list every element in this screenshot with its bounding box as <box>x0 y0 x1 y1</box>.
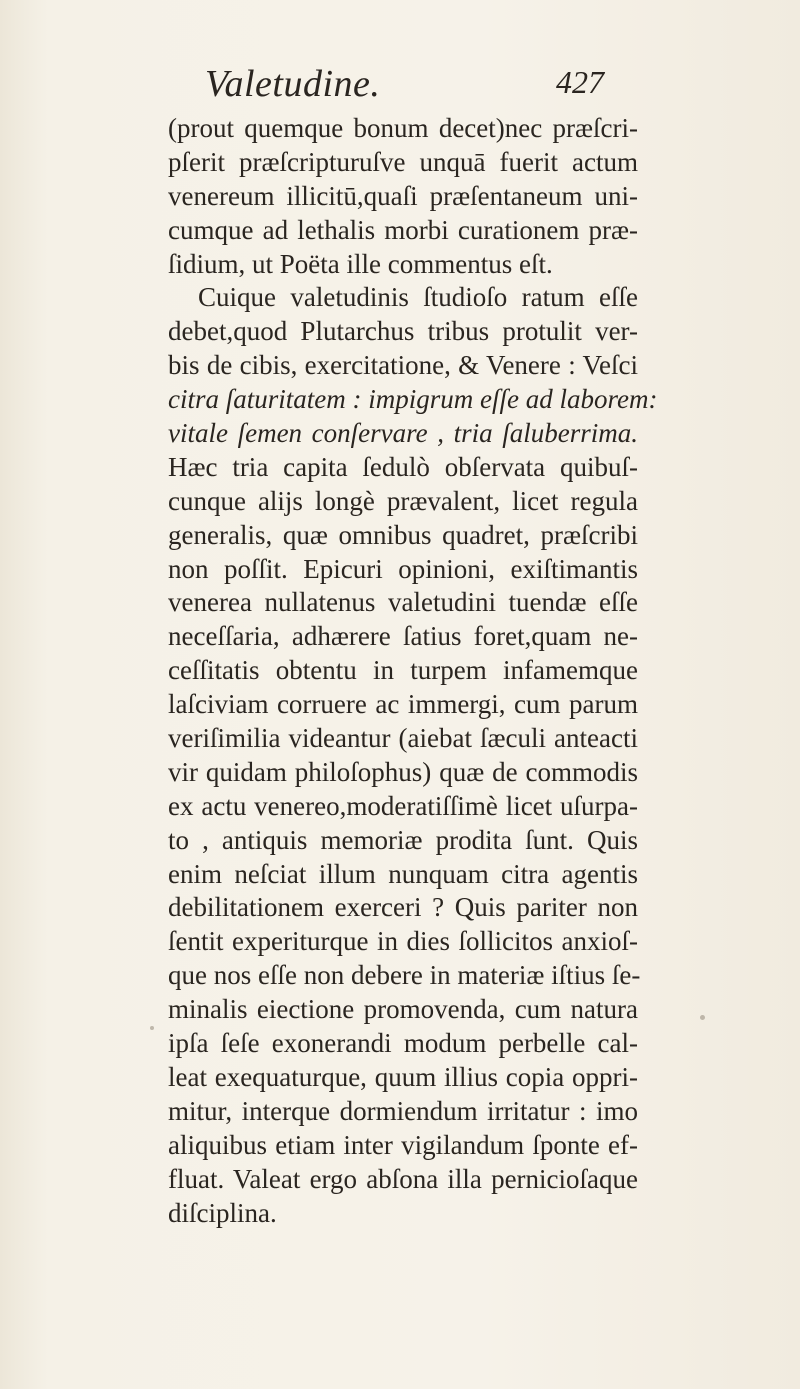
text-line: venerea nullatenus valetudini tuendæ eſſe <box>168 587 638 618</box>
running-head-title: Valetudine. <box>205 63 381 105</box>
text-line: ſidium, ut Poëta ille commentus eſt. <box>168 248 553 279</box>
text-line-italic: citra ſaturitatem : impigrum eſſe ad laborem: <box>168 384 658 415</box>
paper-speck <box>700 1015 705 1020</box>
body-text <box>168 112 658 1230</box>
text-line: ex actu venereo,moderatiſſimè licet uſurpa- <box>168 790 638 821</box>
text-line: vir quidam philoſophus) quæ de commodis <box>168 756 638 787</box>
text-line: ipſa ſeſe exonerandi modum perbelle cal- <box>168 1028 638 1059</box>
running-head <box>0 62 800 106</box>
text-line: laſciviam corruere ac immergi, cum parum <box>168 689 638 720</box>
text-line: neceſſaria, adhærere ſatius foret,quam ne- <box>168 621 638 652</box>
text-line: debet,quod Plutarchus tribus protulit ver- <box>168 316 638 347</box>
text-line: que nos eſſe non debere in materiæ iſtius ſe- <box>168 960 641 991</box>
text-line: fluat. Valeat ergo abſona illa pernicioſaque <box>168 1163 638 1194</box>
text-line: generalis, quæ omnibus quadret, præſcribi <box>168 519 638 550</box>
page-number: 427 <box>556 64 604 100</box>
paper-speck <box>150 1026 154 1030</box>
text-line: pſerit præſcripturuſve unquā fuerit actum <box>168 146 638 177</box>
text-line: Hæc tria capita ſedulò obſervata quibuſ- <box>168 451 638 482</box>
text-line: Cuique valetudinis ſtudioſo ratum eſſe <box>198 282 638 313</box>
text-line: leat exequaturque, quum illius copia oppri- <box>168 1061 638 1092</box>
text-line: to , antiquis memoriæ prodita ſunt. Quis <box>168 824 638 855</box>
text-line: non poſſit. Epicuri opinioni, exiſtimantis <box>168 553 638 584</box>
text-line: veriſimilia videantur (aiebat ſæculi anteacti <box>168 723 638 754</box>
text-line: minalis eiectione promovenda, cum natura <box>168 994 638 1025</box>
text-line: ſentit experiturque in dies ſollicitos anxioſ- <box>168 926 638 957</box>
text-line: (prout quemque bonum decet)nec præſcri- <box>168 113 638 143</box>
text-line: venereum illicitū,quaſi præſentaneum uni- <box>168 180 638 211</box>
text-line: diſciplina. <box>168 1197 277 1228</box>
text-line: aliquibus etiam inter vigilandum ſponte ef- <box>168 1129 638 1160</box>
text-line: enim neſciat illum nunquam citra agentis <box>168 858 638 889</box>
text-line: ceſſitatis obtentu in turpem infamemque <box>168 655 638 686</box>
text-line: cumque ad lethalis morbi curationem præ- <box>168 214 638 245</box>
text-line: debilitationem exerceri ? Quis pariter non <box>168 892 638 923</box>
text-line: mitur, interque dormiendum irritatur : imo <box>168 1095 638 1126</box>
text-line: cunque alijs longè prævalent, licet regula <box>168 485 638 516</box>
text-line-italic: vitale ſemen conſervare , tria ſaluberrima. <box>168 418 638 449</box>
text-line: bis de cibis, exercitatione, & Venere : Veſci <box>168 350 638 381</box>
